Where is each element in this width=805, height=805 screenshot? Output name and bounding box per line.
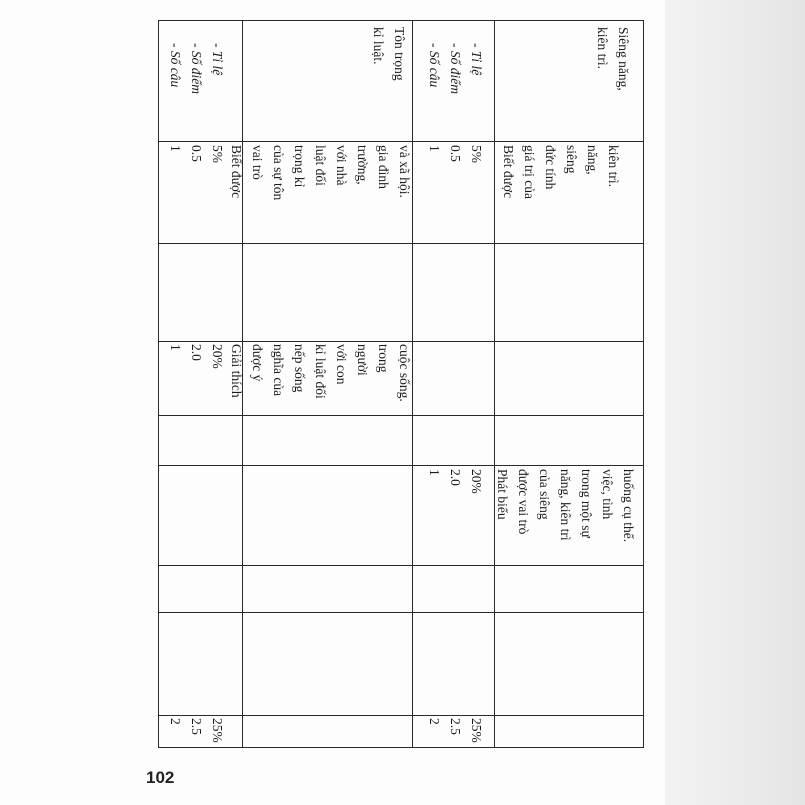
table-rule: [158, 243, 644, 244]
topic-cell-1: Siêng năng, kiên trì.: [595, 27, 631, 91]
table-rule: [158, 415, 644, 416]
stats-values-3: 20% 2.0 1: [427, 469, 484, 494]
objective-cell-2b: cuộc sống. trong người với con kỉ luật đối nếp sống nghĩa của được ý Giải thích: [229, 344, 412, 402]
table-rule: [158, 715, 644, 716]
table-rule: [494, 20, 495, 748]
stats-values-1: 5% 0.5 1: [427, 145, 484, 163]
objective-cell-3: huống cụ thể. việc, tình trong một sự năng, kiên trì của siêng được vai trò Phát biểu: [495, 469, 636, 543]
stats-values-2b: 20% 2.0 1: [168, 344, 225, 369]
stats-total-2: 25% 2.5 2: [168, 718, 225, 743]
table-rule: [158, 341, 644, 342]
stats-total-1: 25% 2.5 2: [427, 718, 484, 743]
table-rule: [158, 465, 644, 466]
stats-values-1b: 5% 0.5 1: [168, 145, 225, 163]
stats-labels-2: - Tỉ lệ - Số điểm - Số câu: [168, 43, 225, 94]
topic-cell-2: Tôn trọng kỉ luật.: [371, 27, 407, 81]
page-edge-shadow: [655, 0, 805, 805]
objective-cell-1b: và xã hội. gia đình trường, với nhà luật đối trọng kỉ của sự tôn vai trò Biết được: [229, 145, 412, 201]
table-rule: [158, 565, 644, 566]
objective-cell-1: kiên trì. năng, siêng đức tính giá trị của Biết được: [501, 145, 621, 199]
table-rule: [158, 141, 644, 142]
page-number: 102: [146, 768, 175, 787]
table-rule: [158, 612, 644, 613]
stats-labels-1: - Tỉ lệ - Số điểm - Số câu: [427, 43, 484, 94]
